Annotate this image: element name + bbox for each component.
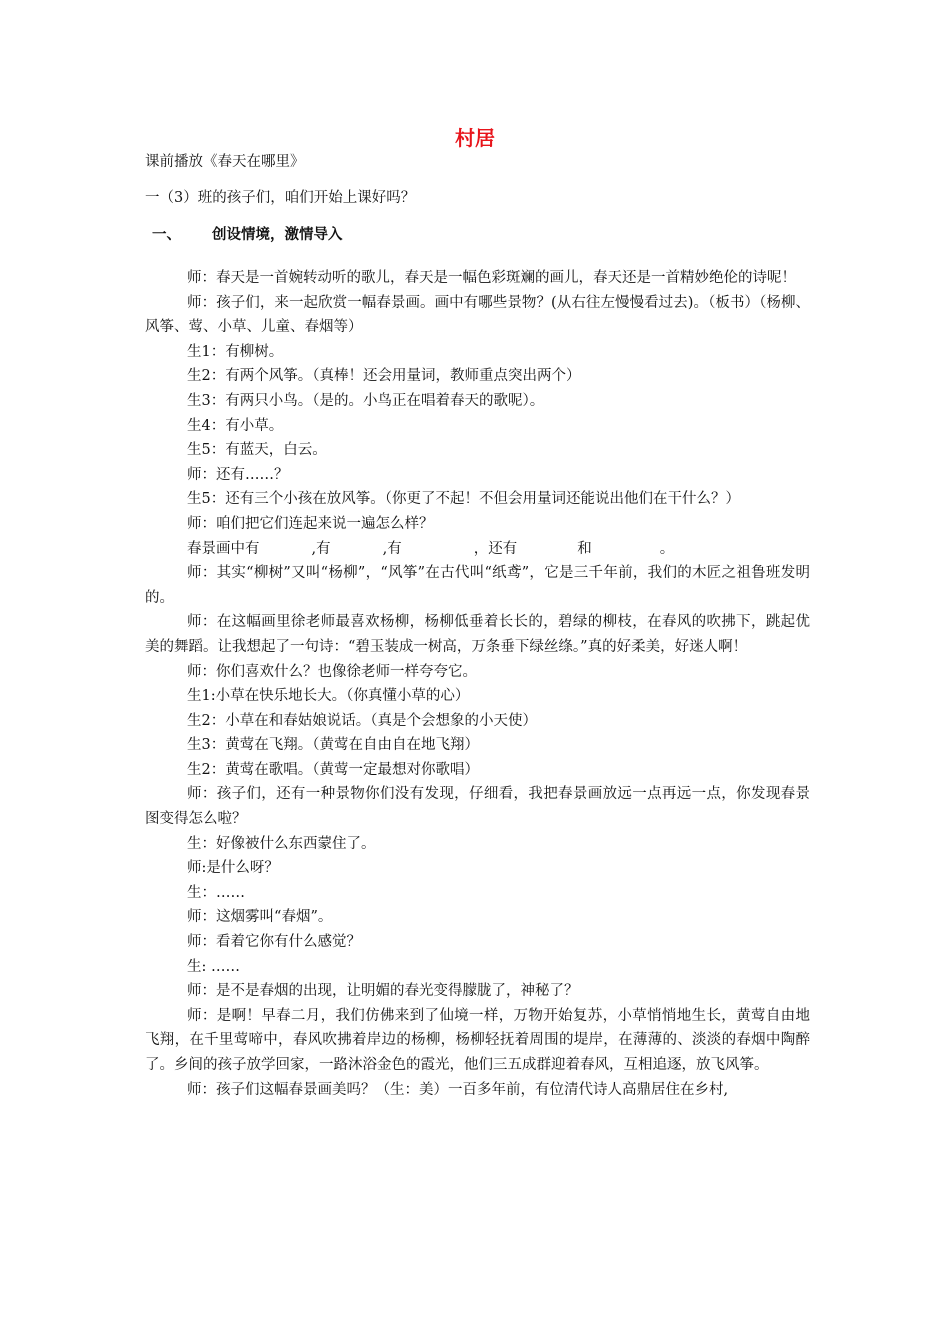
page-title: 村居 <box>455 126 495 150</box>
paragraph: 生2：小草在和春姑娘说话。（真是个会想象的小天使） <box>187 712 538 729</box>
blank-text-2: ,有 <box>311 540 331 557</box>
paragraph: 师：这烟雾叫“春烟”。 <box>187 909 333 926</box>
paragraph: 师：是不是春烟的出现，让明媚的春光变得朦胧了，神秘了？ <box>187 983 579 1000</box>
paragraph: 生3：黄莺在飞翔。（黄莺在自由自在地飞翔） <box>187 737 480 754</box>
paragraph: 师：看着它你有什么感觉？ <box>187 934 362 951</box>
paragraph: 生3：有两只小鸟。（是的。小鸟正在唱着春天的歌呢）。 <box>187 392 545 409</box>
blank-text-1: 春景画中有 <box>187 540 260 557</box>
paragraph: 师:是什么呀？ <box>187 860 279 877</box>
blank-text-4: ，还有 <box>473 540 518 557</box>
paragraph: 生: …… <box>187 958 241 975</box>
paragraph: 师：其实“柳树”又叫“杨柳”，“风筝”在古代叫“纸鸢”，它是三千年前，我们的木匠之祖鲁班发明的。 <box>145 565 810 606</box>
paragraph: 生2：黄莺在歌唱。（黄莺一定最想对你歌唱） <box>187 761 480 778</box>
paragraph: 生：…… <box>187 884 246 901</box>
paragraph: 生5：还有三个小孩在放风筝。（你更了不起！不但会用量词还能说出他们在干什么？） <box>187 491 741 508</box>
paragraph: 师：你们喜欢什么？也像徐老师一样夸夸它。 <box>187 663 478 680</box>
paragraph: 师：在这幅画里徐老师最喜欢杨柳，杨柳低垂着长长的，碧绿的柳枝，在春风的吹拂下，跳起优美的舞蹈。让我想起了一句诗：“碧玉装成一树高，万条垂下绿丝绦。”真的好柔美，好迷人啊！ <box>145 614 810 655</box>
paragraph: 师：孩子们，来一起欣赏一幅春景画。画中有哪些景物？(从右往左慢慢看过去)。（板书）（杨柳、风筝、莺、小草、儿童、春烟等） <box>145 294 810 336</box>
paragraph: 生1:小草在快乐地长大。（你真懂小草的心） <box>187 688 470 705</box>
fill-in-blanks-line <box>145 537 810 562</box>
blank-text-6: 。 <box>659 540 675 557</box>
document-body <box>145 266 810 1102</box>
paragraph: 师：是啊！早春二月，我们仿佛来到了仙境一样，万物开始复苏，小草悄悄地生长，黄莺自由地飞翔，在千里莺啼中，春风吹拂着岸边的杨柳，杨柳轻抚着周围的堤岸，在薄薄的、淡淡的春烟中陶醉了。乡间的孩子放学回家，一路沐浴金色的霞光，他们三五成群迎着春风，互相追逐，放飞风筝。 <box>145 1007 810 1073</box>
paragraph: 生：好像被什么东西蒙住了。 <box>187 835 376 852</box>
paragraph: 生4：有小草。 <box>187 417 284 434</box>
paragraph: 师：孩子们，还有一种景物你们没有发现，仔细看，我把春景画放远一点再远一点，你发现春景图变得怎么啦？ <box>145 786 810 828</box>
paragraph: 师：还有……？ <box>187 466 289 483</box>
paragraph: 生5：有蓝天，白云。 <box>187 442 327 459</box>
intro-line-1: 课前播放《春天在哪里》 <box>145 154 305 170</box>
paragraph: 师：春天是一首婉转动听的歌儿，春天是一幅色彩斑斓的画儿，春天还是一首精妙绝伦的诗呢！ <box>187 270 797 286</box>
paragraph: 师：咱们把它们连起来说一遍怎么样？ <box>187 515 434 532</box>
section-heading <box>152 222 343 248</box>
intro-line-2: 一（3）班的孩子们，咱们开始上课好吗？ <box>145 190 416 206</box>
paragraph: 师：孩子们这幅春景画美吗？（生：美）一百多年前，有位清代诗人高鼎居住在乡村, <box>187 1081 729 1098</box>
paragraph: 生1：有柳树。 <box>187 343 284 360</box>
section-number: 一、 <box>152 227 181 243</box>
section-title: 创设情境，激情导入 <box>212 227 343 243</box>
blank-text-5: 和 <box>577 540 592 557</box>
blank-text-3: ,有 <box>382 540 402 557</box>
paragraph: 生2：有两个风筝。（真棒！还会用量词，教师重点突出两个） <box>187 368 581 385</box>
